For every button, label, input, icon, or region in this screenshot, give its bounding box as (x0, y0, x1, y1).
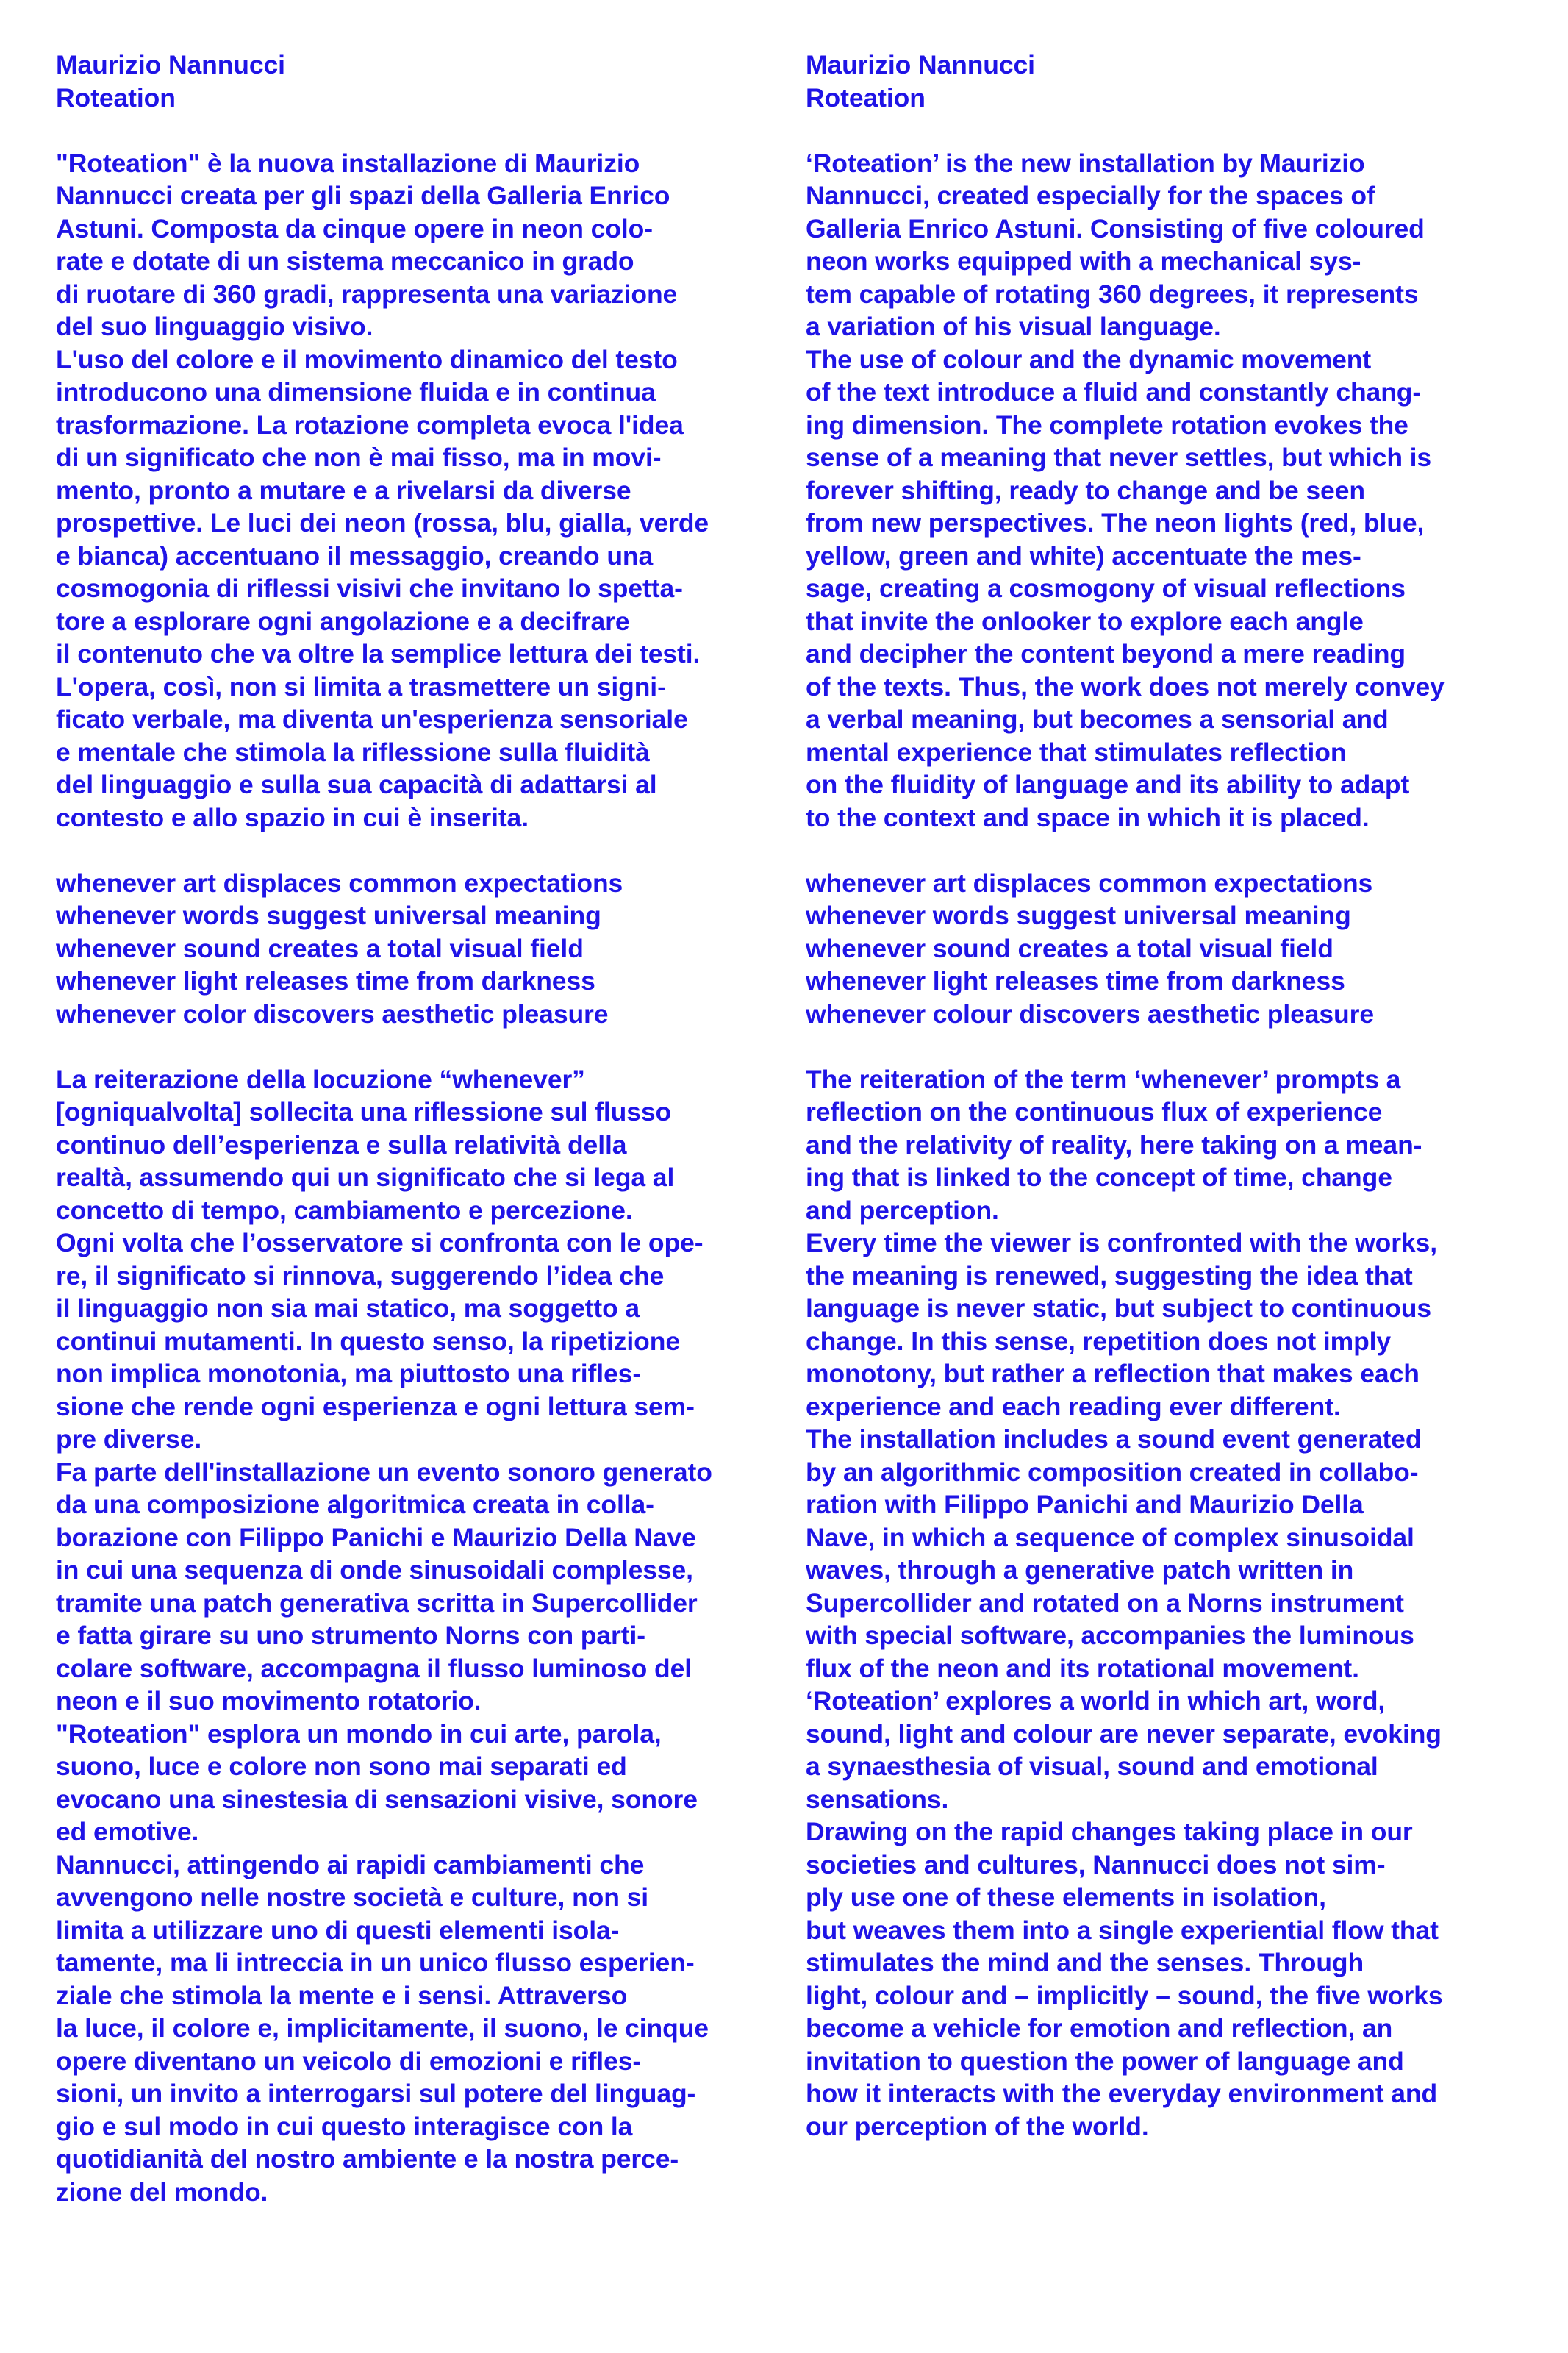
text-line: become a vehicle for emotion and reflection, an (806, 2013, 1393, 2043)
text-line: avvengono nelle nostre società e culture, non si (56, 1882, 648, 1912)
body-text (806, 1063, 1548, 2143)
text-line: light, colour and – implicitly – sound, the five works (806, 1980, 1443, 2010)
text-line: suono, luce e colore non sono mai separati ed (56, 1752, 627, 1781)
exhibition-title: Roteation (56, 82, 176, 113)
text-line: that invite the onlooker to explore each angle (806, 606, 1364, 636)
text-line: cosmogonia di riflessi visivi che invitano lo spetta- (56, 574, 683, 603)
text-line: colare software, accompagna il flusso luminoso del (56, 1653, 692, 1683)
text-line: whenever light releases time from darkness (56, 966, 595, 996)
text-line: di ruotare di 360 gradi, rappresenta una variazione (56, 279, 678, 309)
text-line: reflection on the continuous flux of experience (806, 1097, 1383, 1126)
text-line: whenever colour discovers aesthetic pleasure (806, 999, 1374, 1029)
text-line: sage, creating a cosmogony of visual reflections (806, 574, 1406, 603)
spacer (806, 834, 1548, 867)
text-line: whenever sound creates a total visual field (56, 933, 584, 963)
text-line: del linguaggio e sulla sua capacità di adattarsi al (56, 770, 657, 799)
text-line: Drawing on the rapid changes taking place in our (806, 1817, 1413, 1846)
text-line: da una composizione algoritmica creata in colla- (56, 1490, 654, 1519)
text-line: change. In this sense, repetition does not imply (806, 1326, 1392, 1356)
text-line: whenever color discovers aesthetic pleasure (56, 999, 609, 1029)
text-line: whenever art displaces common expectations (56, 868, 623, 898)
text-line: la luce, il colore e, implicitamente, il suono, le cinque (56, 2013, 709, 2043)
body-text (56, 1063, 791, 2209)
text-line: e bianca) accentuano il messaggio, creando una (56, 540, 654, 571)
text-line: ed emotive. (56, 1817, 199, 1846)
text-line: from new perspectives. The neon lights (red, blue, (806, 508, 1425, 538)
text-line: but weaves them into a single experiential flow that (806, 1915, 1439, 1945)
text-line: a variation of his visual language. (806, 312, 1221, 341)
text-line: gio e sul modo in cui questo interagisce con la (56, 2111, 633, 2141)
text-line: and perception. (806, 1195, 999, 1225)
text-line: stimulates the mind and the senses. Through (806, 1948, 1364, 1977)
poem-stanza (806, 867, 1548, 1031)
text-line: ziale che stimola la mente e i sensi. Attraverso (56, 1980, 628, 2010)
text-line: trasformazione. La rotazione completa evoca l'idea (56, 410, 684, 440)
text-line: on the fluidity of language and its ability to adapt (806, 770, 1410, 799)
text-line: ‘Roteation’ explores a world in which art, word, (806, 1686, 1386, 1715)
text-line: "Roteation" esplora un mondo in cui arte, parola, (56, 1718, 662, 1749)
text-line: of the text introduce a fluid and constantly chang- (806, 377, 1422, 407)
text-line: il contenuto che va oltre la semplice lettura dei testi. (56, 639, 701, 668)
text-line: pre diverse. (56, 1424, 202, 1454)
text-line: limita a utilizzare uno di questi elementi isola- (56, 1915, 620, 1945)
text-line: concetto di tempo, cambiamento e percezione. (56, 1195, 633, 1225)
text-line: Nannucci creata per gli spazi della Galleria Enrico (56, 181, 670, 210)
spacer (806, 1030, 1548, 1063)
text-line: introducono una dimensione fluida e in continua (56, 377, 656, 407)
text-line: re, il significato si rinnova, suggerendo l’idea che (56, 1260, 665, 1290)
text-line: whenever words suggest universal meaning (806, 901, 1351, 930)
spacer (56, 1030, 791, 1063)
text-line: sione che rende ogni esperienza e ogni lettura sem- (56, 1391, 695, 1421)
text-line: [ogniqualvolta] sollecita una riflessione sul flusso (56, 1097, 672, 1126)
text-line: evocano una sinestesia di sensazioni visive, sonore (56, 1784, 698, 1814)
text-line: L'opera, così, non si limita a trasmettere un signi- (56, 671, 666, 701)
text-line: quotidianità del nostro ambiente e la nostra perce- (56, 2144, 679, 2174)
intro-paragraph (806, 147, 1548, 835)
text-line: ing dimension. The complete rotation evokes the (806, 410, 1408, 440)
text-line: Galleria Enrico Astuni. Consisting of five coloured (806, 213, 1425, 243)
text-line: tore a esplorare ogni angolazione e a decifrare (56, 606, 630, 636)
text-line: contesto e allo spazio in cui è inserita. (56, 802, 529, 832)
text-line: Nannucci, attingendo ai rapidi cambiamenti che (56, 1849, 645, 1879)
text-line: experience and each reading ever different. (806, 1391, 1341, 1421)
text-line: sound, light and colour are never separate, evoking (806, 1718, 1442, 1749)
text-line: in cui una sequenza di onde sinusoidali complesse, (56, 1555, 693, 1585)
text-line: Ogni volta che l’osservatore si confronta con le ope- (56, 1228, 704, 1257)
text-line: sioni, un invito a interrogarsi sul potere del linguag- (56, 2079, 696, 2108)
text-line: continui mutamenti. In questo senso, la ripetizione (56, 1326, 680, 1356)
text-line: a synaesthesia of visual, sound and emotional (806, 1752, 1378, 1781)
text-line: del suo linguaggio visivo. (56, 312, 373, 341)
text-line: neon works equipped with a mechanical sys- (806, 246, 1361, 276)
text-line: The installation includes a sound event generated (806, 1424, 1422, 1454)
text-line: sense of a meaning that never settles, but which is (806, 443, 1432, 472)
text-line: The reiteration of the term ‘whenever’ prompts a (806, 1064, 1401, 1094)
text-line: Nave, in which a sequence of complex sinusoidal (806, 1522, 1414, 1552)
text-line: ficato verbale, ma diventa un'esperienza sensoriale (56, 704, 688, 734)
text-line: neon e il suo movimento rotatorio. (56, 1686, 482, 1715)
author-name: Maurizio Nannucci (56, 50, 285, 79)
text-line: rate e dotate di un sistema meccanico in grado (56, 246, 634, 276)
text-line: forever shifting, ready to change and be seen (806, 475, 1365, 505)
text-line: the meaning is renewed, suggesting the idea that (806, 1260, 1413, 1290)
text-line: La reiterazione della locuzione “whenever” (56, 1064, 585, 1094)
text-line: Fa parte dell'installazione un evento sonoro generato (56, 1457, 712, 1487)
text-line: by an algorithmic composition created in collabo- (806, 1457, 1419, 1487)
text-line: and decipher the content beyond a mere reading (806, 639, 1406, 668)
text-line: realtà, assumendo qui un significato che si lega al (56, 1163, 675, 1192)
text-line: ply use one of these elements in isolation, (806, 1882, 1326, 1912)
text-line: e fatta girare su uno strumento Norns con parti- (56, 1621, 645, 1650)
text-line: L'uso del colore e il movimento dinamico del testo (56, 344, 678, 374)
text-line: ing that is linked to the concept of time, change (806, 1163, 1392, 1192)
text-line: Supercollider and rotated on a Norns instrument (806, 1588, 1404, 1618)
text-line: of the texts. Thus, the work does not merely convey (806, 671, 1445, 701)
text-line: invitation to question the power of language and (806, 2046, 1404, 2076)
text-line: monotony, but rather a reflection that makes each (806, 1359, 1420, 1388)
text-line: and the relativity of reality, here taking on a mean- (806, 1129, 1422, 1160)
spacer (56, 114, 791, 147)
text-line: borazione con Filippo Panichi e Maurizio Della Nave (56, 1522, 696, 1552)
text-line: to the context and space in which it is placed. (806, 802, 1370, 832)
exhibition-title: Roteation (806, 82, 926, 113)
text-line: whenever art displaces common expectations (806, 868, 1373, 898)
text-line: prospettive. Le luci dei neon (rossa, blu, gialla, verde (56, 508, 709, 538)
poem-stanza (56, 867, 791, 1031)
text-line: ration with Filippo Panichi and Maurizio Della (806, 1490, 1364, 1519)
text-line: e mentale che stimola la riflessione sulla fluidità (56, 737, 650, 767)
text-line: tem capable of rotating 360 degrees, it represents (806, 279, 1419, 309)
text-line: with special software, accompanies the luminous (806, 1621, 1414, 1650)
text-line: language is never static, but subject to continuous (806, 1293, 1431, 1323)
text-line: yellow, green and white) accentuate the mes- (806, 540, 1361, 571)
italian-column (56, 49, 791, 2208)
text-line: continuo dell’esperienza e sulla relatività della (56, 1129, 627, 1160)
text-line: societies and cultures, Nannucci does not sim- (806, 1849, 1386, 1879)
text-line: The use of colour and the dynamic movement (806, 344, 1372, 374)
text-line: Astuni. Composta da cinque opere in neon colo- (56, 213, 653, 243)
text-line: mental experience that stimulates reflection (806, 737, 1347, 767)
intro-paragraph (56, 147, 791, 835)
spacer (56, 834, 791, 867)
text-line: il linguaggio non sia mai statico, ma soggetto a (56, 1293, 640, 1323)
english-column (806, 49, 1548, 2143)
text-line: our perception of the world. (806, 2111, 1149, 2141)
text-line: waves, through a generative patch written in (806, 1555, 1354, 1585)
text-line: how it interacts with the everyday environment and (806, 2079, 1438, 2108)
text-line: sensations. (806, 1784, 949, 1814)
text-line: tramite una patch generativa scritta in Supercollider (56, 1588, 698, 1618)
text-line: zione del mondo. (56, 2177, 268, 2207)
text-line: Nannucci, created especially for the spaces of (806, 181, 1375, 210)
spacer (806, 114, 1548, 147)
text-line: mento, pronto a mutare e a rivelarsi da diverse (56, 475, 631, 505)
author-name: Maurizio Nannucci (806, 50, 1035, 79)
text-line: whenever sound creates a total visual field (806, 933, 1333, 963)
text-line: di un significato che non è mai fisso, ma in movi- (56, 443, 662, 472)
text-line: whenever light releases time from darkness (806, 966, 1345, 996)
text-line: non implica monotonia, ma piuttosto una rifles- (56, 1359, 642, 1388)
text-line: a verbal meaning, but becomes a sensorial and (806, 704, 1389, 734)
text-line: flux of the neon and its rotational movement. (806, 1653, 1359, 1683)
text-line: "Roteation" è la nuova installazione di Maurizio (56, 148, 640, 178)
text-line: ‘Roteation’ is the new installation by Maurizio (806, 148, 1365, 178)
text-line: Every time the viewer is confronted with the works, (806, 1228, 1437, 1257)
text-line: whenever words suggest universal meaning (56, 901, 601, 930)
text-line: opere diventano un veicolo di emozioni e rifles- (56, 2046, 642, 2076)
text-line: tamente, ma li intreccia in un unico flusso esperien- (56, 1948, 695, 1977)
